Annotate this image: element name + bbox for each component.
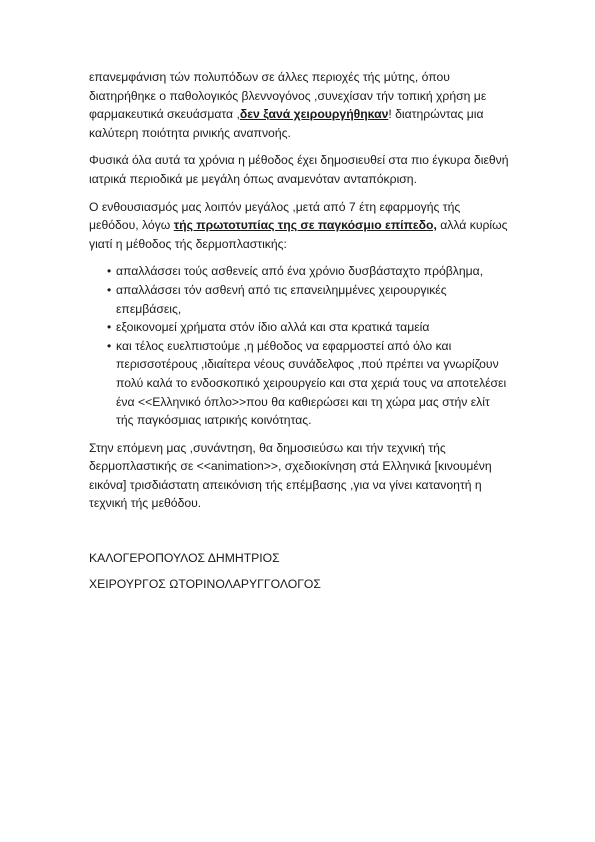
paragraph-polyps-recurrence xyxy=(89,68,509,142)
list-item xyxy=(89,281,509,318)
paragraph-enthusiasm xyxy=(89,198,509,254)
bullet-icon: • xyxy=(107,320,112,335)
paragraph-text: αλλά κυρίως γιατί η μέθοδος τής δερμοπλαστικής: xyxy=(89,218,508,251)
author-title: ΧΕΙΡΟΥΡΓΟΣ ΩΤΟΡΙΝΟΛΑΡΥΓΓΟΛΟΓΟΣ xyxy=(89,576,321,591)
paragraph-text: Ο ενθουσιασμός μας λοιπόν μεγάλος ,μετά από 7 έτη εφαρμογής τής μεθόδου, λόγω xyxy=(89,199,461,233)
list-item-text: απαλλάσσει τόν ασθενή από τις επανειλημμένες χειρουργικές επεμβάσεις, xyxy=(116,282,447,316)
document-page xyxy=(89,68,509,600)
paragraph-text: Φυσικά όλα αυτά τα χρόνια η μέθοδος έχει δημοσιευθεί στα πιο έγκυρα διεθνή ιατρικά περιοδικά με μεγάλη όπως αναμενόταν ανταπόκριση. xyxy=(89,153,509,186)
paragraph-next-meeting xyxy=(89,439,509,513)
bullet-icon: • xyxy=(107,282,112,297)
bullet-icon: • xyxy=(107,264,112,279)
paragraph-text: επανεμφάνιση τών πολυπόδων σε άλλες περιοχές τής μύτης, όπου διατηρήθηκε ο παθολογικός βλεννογόνος ,συνεχίσαν τήν τοπική χρήση με φαρμακευτικά σκευάσματα , xyxy=(89,70,487,122)
benefits-list xyxy=(89,262,509,429)
list-item xyxy=(89,318,509,337)
list-item xyxy=(89,262,509,281)
emphasis-no-reoperation: δεν ξανά χειρουργήθηκαν xyxy=(239,107,389,122)
list-item-text: απαλλάσσει τούς ασθενείς από ένα χρόνιο δυσβάσταχτο πρόβλημα, xyxy=(116,264,484,279)
paragraph-text: Στην επόμενη μας ,συνάντηση, θα δημοσιεύσω και τήν τεχνική τής δερμοπλαστικής σε <<animation>>, σχεδιοκίνηση στά Ελληνικά [κινουμένη εικόνα] τρισδιάστατη απεικόνιση τής επέμβασης ,για να γίνει κατανοητή η τεχνική τής μεθόδου. xyxy=(89,440,492,511)
paragraph-publications xyxy=(89,151,509,188)
bullet-icon: • xyxy=(107,338,112,353)
emphasis-originality: τής πρωτοτυπίας της σε παγκόσμιο επίπεδο, xyxy=(173,218,437,233)
signature-block xyxy=(89,549,509,593)
list-item-text: και τέλος ευελπιστούμε ,η μέθοδος να εφαρμοστεί από όλο και περισσοτέρους ,ιδιαίτερα νέους συνάδελφος ,πού πρέπει να γνωρίζουν πολύ καλά το ενδοσκοπικό χειρουργείο και στα χεριά τους να αποτελέσει ένα <<Ελληνικό όπλο>>που θα καθιερώσει και τη χώρα μας στήν ελίτ τής παγκόσμιας ιατρικής κοινότητας. xyxy=(116,338,507,428)
author-name: ΚΑΛΟΓΕΡΟΠΟΥΛΟΣ ΔΗΜΗΤΡΙΟΣ xyxy=(89,551,280,566)
paragraph-text: ! διατηρώντας μια καλύτερη ποιότητα ρινικής αναπνοής. xyxy=(89,107,484,140)
list-item-text: εξοικονομεί χρήματα στόν ίδιο αλλά και στα κρατικά ταμεία xyxy=(116,320,430,335)
list-item xyxy=(89,337,509,430)
